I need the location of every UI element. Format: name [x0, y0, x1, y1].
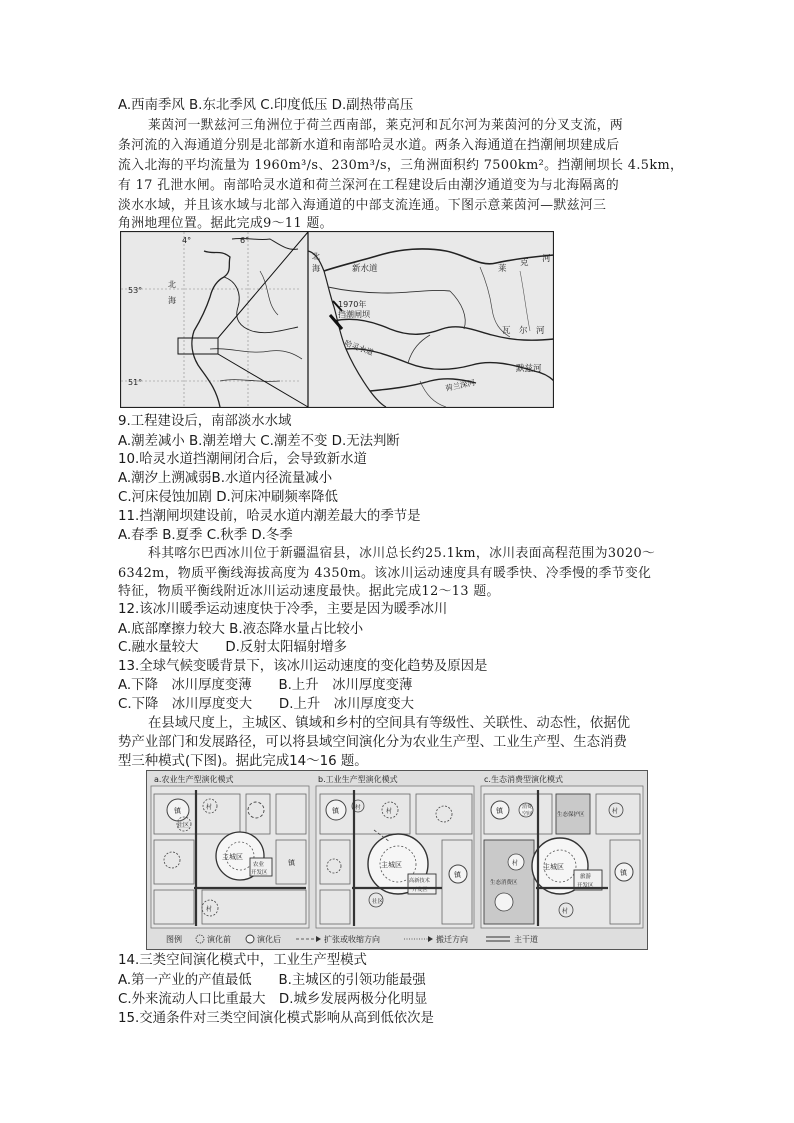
dam-name-label: 挡潮闸坝 [338, 310, 370, 319]
dam-year-label: 1970年 [338, 300, 367, 309]
q9-stem: 9.工程建设后，南部淡水水域 [118, 414, 292, 429]
passage-rhine-line-4: 有 17 孔泄水闸。南部哈灵水道和荷兰深河在工程建设后由潮汐通道变为与北海隔离的 [118, 178, 620, 193]
legend-move-label: 搬迁方向 [436, 935, 468, 944]
q14-options-ab: A.第一产业的产值最低 B.主城区的引领功能最强 [118, 973, 426, 988]
new-waterway-label: 新水道 [352, 264, 378, 274]
q10-stem: 10.哈灵水道挡潮闸闭合后，会导致新水道 [118, 452, 367, 467]
c-eco-tour-label-2: 空间 [522, 811, 533, 817]
passage-glacier-line-2: 6342m，物质平衡线海拔高度为 4350m。该冰川运动速度具有暖季快、冷季慢的季节变化 [118, 566, 652, 581]
b-town-label: 镇 [332, 807, 339, 815]
q10-options-ab: A.潮汐上溯减弱B.水道内径流量减小 [118, 471, 333, 486]
c-town-label: 镇 [496, 807, 503, 815]
haringvliet-label: 哈灵水道 [343, 338, 375, 358]
b-tech-zone-label-1: 高新技术 [409, 878, 430, 884]
passage-county-line-3: 型三种模式(下图)。据此完成14～16 题。 [118, 754, 368, 769]
a-agri-zone-label-2: 开发区 [251, 870, 268, 876]
q14-stem: 14.三类空间演化模式中，工业生产型模式 [118, 953, 367, 968]
a-town-label: 镇 [174, 807, 181, 815]
a-main-city-label: 主城区 [222, 853, 243, 861]
lek-label-2: 克 [520, 258, 529, 268]
q10-options-cd: C.河床侵蚀加剧 D.河床冲刷频率降低 [118, 490, 338, 505]
q13-options-ab: A.下降 冰川厚度变薄 B.上升 冰川厚度变薄 [118, 678, 413, 693]
legend-expand-label: 扩张或收缩方向 [324, 935, 380, 944]
county-evolution-patterns-figure [146, 770, 648, 950]
b-tech-zone-label-2: 开发区 [412, 887, 428, 893]
lon-4-label: 4° [182, 236, 192, 245]
q8-options: A.西南季风 B.东北季风 C.印度低压 D.副热带高压 [118, 98, 414, 113]
lat-51-label: 51° [128, 378, 143, 387]
c-tourism-label-2: 开发区 [577, 883, 594, 889]
a-agri-zone-label-1: 农业 [253, 862, 265, 868]
legend-title: 图例 [166, 935, 182, 944]
q11-options: A.春季 B.夏季 C.秋季 D.冬季 [118, 528, 293, 543]
a-community-label: 社区 [177, 822, 190, 829]
q12-stem: 12.该冰川暖季运动速度快于冷季，主要是因为暖季冰川 [118, 602, 448, 617]
b-town-label-right: 镇 [454, 871, 461, 879]
a-village-label-2: 村 [206, 906, 213, 913]
c-eco-consume-label: 生态消费区 [490, 880, 518, 886]
passage-glacier-line-1: 科其喀尔巴西冰川位于新疆温宿县，冰川总长约25.1km，冰川表面高程范围为3020～ [148, 546, 656, 561]
q15-stem: 15.交通条件对三类空间演化模式影响从高到低依次是 [118, 1011, 434, 1026]
panel-c-title: c.生态消费型演化模式 [484, 775, 563, 784]
meuse-label: 默兹河 [516, 364, 542, 374]
q14-options-cd: C.外来流动人口比重最大 D.城乡发展两极分化明显 [118, 992, 428, 1007]
north-sea-label-overview-1: 北 [168, 280, 176, 289]
b-community-label: 社区 [372, 899, 384, 905]
panel-a-title: a.农业生产型演化模式 [154, 775, 234, 784]
rhine-meuse-delta-map [120, 231, 554, 408]
passage-county-line-1: 在县域尺度上，主城区、镇域和乡村的空间具有等级性、关联性、动态性，依据优 [148, 716, 631, 731]
passage-glacier-line-3: 特征，物质平衡线附近冰川运动速度最快。据此完成12～13 题。 [118, 584, 500, 599]
legend-after-label: 演化后 [257, 935, 281, 944]
c-tourism-label-1: 旅游 [580, 874, 592, 880]
c-village-label-3: 村 [562, 908, 569, 915]
lek-label-3: 河 [542, 254, 551, 264]
q9-options: A.潮差减小 B.潮差增大 C.潮差不变 D.无法判断 [118, 434, 400, 449]
c-village-label-1: 村 [612, 808, 619, 815]
c-town-label-right: 镇 [620, 869, 627, 877]
panel-industrial [316, 774, 474, 928]
b-village-label-1: 村 [355, 805, 361, 811]
lek-label-1: 莱 [498, 264, 507, 274]
waal-label: 瓦 尔 河 [502, 326, 545, 336]
lon-6-label: 6° [240, 236, 250, 245]
panel-b-title: b.工业生产型演化模式 [318, 775, 398, 784]
legend-road-label: 主干道 [514, 935, 538, 944]
panel-agricultural [151, 774, 309, 928]
passage-rhine-line-2: 条河流的入海通道分别是北部新水道和南部哈灵水道。两条入海通道在挡潮闸坝建成后 [118, 138, 620, 153]
legend-before-label: 演化前 [207, 935, 231, 944]
a-town-label-right: 镇 [288, 859, 295, 867]
c-main-city-label: 主城区 [543, 863, 564, 871]
north-sea-label-detail-1: 北 [312, 252, 320, 261]
passage-rhine-line-1: 莱茵河一默兹河三角洲位于荷兰西南部，莱克河和瓦尔河为莱茵河的分叉支流，两 [148, 118, 624, 133]
c-eco-protect-label: 生态保护区 [557, 812, 585, 818]
b-village-label-2: 村 [386, 808, 393, 815]
q11-stem: 11.挡潮闸坝建设前，哈灵水道内潮差最大的季节是 [118, 509, 421, 524]
passage-rhine-line-6: 角洲地理位置。据此完成9～11 题。 [118, 216, 333, 231]
c-eco-tour-label-1: 消费 [522, 804, 533, 810]
passage-county-line-2: 势产业部门和发展路径，可以将县域空间演化分为农业生产型、工业生产型、生态消费 [118, 735, 627, 750]
q13-options-cd: C.下降 冰川厚度变大 D.上升 冰川厚度变大 [118, 697, 414, 712]
c-village-label-2: 村 [512, 860, 519, 867]
q12-options-cd: C.融水量较大 D.反射太阳辐射增多 [118, 640, 348, 655]
panel-eco-consumption [481, 774, 643, 928]
b-main-city-label: 主城区 [381, 861, 402, 869]
passage-rhine-line-5: 淡水水域，并且该水域与北部入海通道的中部支流连通。下图示意莱茵河—默兹河三 [118, 198, 607, 213]
q13-stem: 13.全球气候变暖背景下，该冰川运动速度的变化趋势及原因是 [118, 659, 488, 674]
q12-options-ab: A.底部摩擦力较大 B.液态降水量占比较小 [118, 622, 364, 637]
lat-53-label: 53° [128, 286, 143, 295]
hollands-diep-label: 荷兰深河 [444, 377, 476, 393]
passage-rhine-line-3: 流入北海的平均流量为 1960m³/s、230m³/s，三角洲面积约 7500km²。挡潮闸坝长 4.5km， [118, 158, 684, 173]
north-sea-label-detail-2: 海 [312, 264, 320, 273]
north-sea-label-overview-2: 海 [168, 296, 176, 305]
a-village-label-1: 村 [206, 804, 213, 811]
